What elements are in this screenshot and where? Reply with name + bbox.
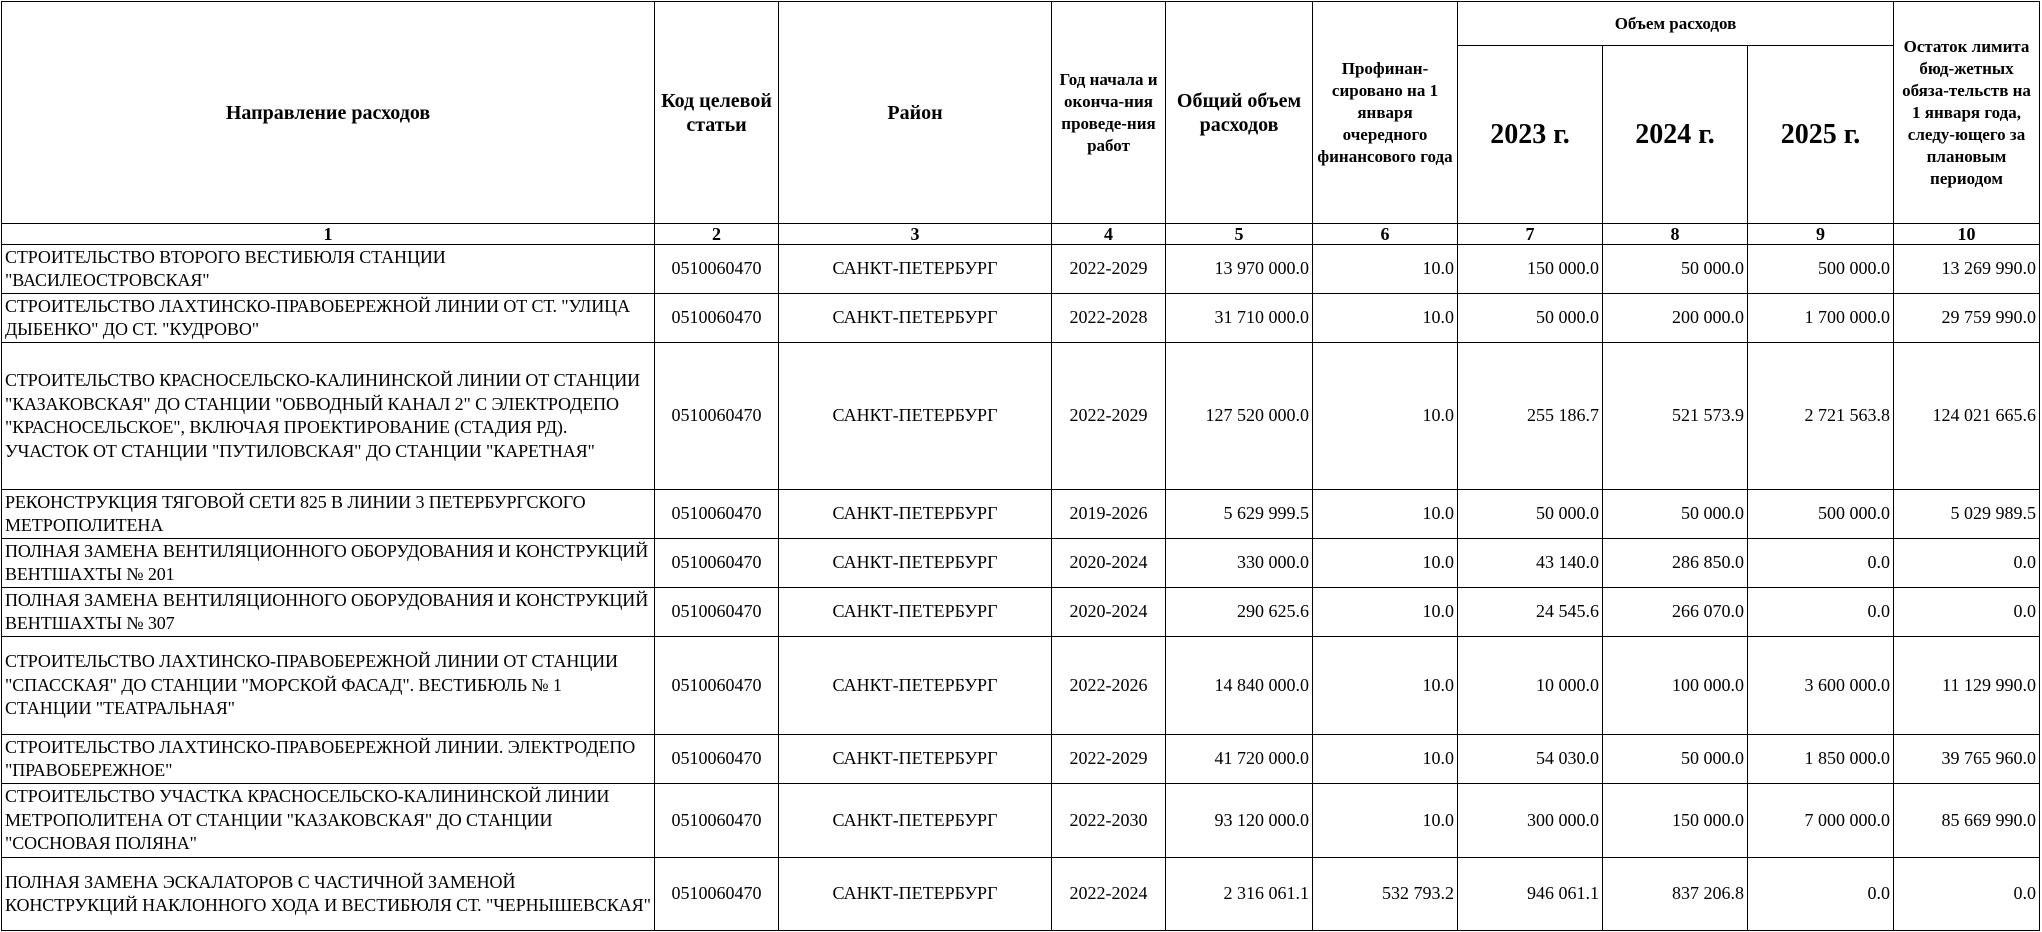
cell-total: 2 316 061.1 [1166, 858, 1313, 931]
cell-code: 0510060470 [655, 343, 779, 490]
cell-region: САНКТ-ПЕТЕРБУРГ [779, 588, 1052, 637]
cell-region: САНКТ-ПЕТЕРБУРГ [779, 294, 1052, 343]
table-row [2, 588, 2040, 637]
header-volume: Объем расходов [1458, 2, 1894, 46]
cell-2024: 150 000.0 [1603, 784, 1748, 858]
header-remainder: Остаток лимита бюд-жетных обяза-тельств на 1 января года, следу-ющего за плановым периодом [1894, 2, 2040, 224]
cell-prefinanced: 10.0 [1313, 588, 1458, 637]
cell-2025: 0.0 [1748, 858, 1894, 931]
table-row [2, 637, 2040, 735]
cell-code: 0510060470 [655, 539, 779, 588]
cell-2024: 50 000.0 [1603, 490, 1748, 539]
cell-years: 2022-2028 [1052, 294, 1166, 343]
column-number: 5 [1166, 224, 1313, 245]
header-direction: Направление расходов [2, 2, 655, 224]
cell-2024: 286 850.0 [1603, 539, 1748, 588]
cell-remainder: 0.0 [1894, 588, 2040, 637]
column-number: 4 [1052, 224, 1166, 245]
cell-years: 2022-2029 [1052, 343, 1166, 490]
cell-remainder: 5 029 989.5 [1894, 490, 2040, 539]
cell-direction: СТРОИТЕЛЬСТВО ВТОРОГО ВЕСТИБЮЛЯ СТАНЦИИ "ВАСИЛЕОСТРОВСКАЯ" [2, 245, 655, 294]
cell-2025: 0.0 [1748, 588, 1894, 637]
cell-2023: 300 000.0 [1458, 784, 1603, 858]
cell-2024: 50 000.0 [1603, 735, 1748, 784]
cell-total: 14 840 000.0 [1166, 637, 1313, 735]
cell-region: САНКТ-ПЕТЕРБУРГ [779, 343, 1052, 490]
cell-prefinanced: 10.0 [1313, 637, 1458, 735]
cell-region: САНКТ-ПЕТЕРБУРГ [779, 245, 1052, 294]
cell-prefinanced: 10.0 [1313, 539, 1458, 588]
cell-direction: ПОЛНАЯ ЗАМЕНА ЭСКАЛАТОРОВ С ЧАСТИЧНОЙ ЗАМЕНОЙ КОНСТРУКЦИЙ НАКЛОННОГО ХОДА И ВЕСТИБЮЛЯ СТ. "ЧЕРНЫШЕВСКАЯ" [2, 858, 655, 931]
cell-code: 0510060470 [655, 637, 779, 735]
cell-years: 2022-2029 [1052, 245, 1166, 294]
cell-code: 0510060470 [655, 858, 779, 931]
cell-2025: 1 700 000.0 [1748, 294, 1894, 343]
cell-prefinanced: 10.0 [1313, 490, 1458, 539]
cell-region: САНКТ-ПЕТЕРБУРГ [779, 784, 1052, 858]
header-region: Район [779, 2, 1052, 224]
column-number: 3 [779, 224, 1052, 245]
cell-prefinanced: 10.0 [1313, 735, 1458, 784]
cell-2024: 50 000.0 [1603, 245, 1748, 294]
header-row-top [2, 2, 2040, 46]
cell-region: САНКТ-ПЕТЕРБУРГ [779, 858, 1052, 931]
cell-years: 2020-2024 [1052, 539, 1166, 588]
cell-2023: 24 545.6 [1458, 588, 1603, 637]
cell-years: 2022-2030 [1052, 784, 1166, 858]
header-number-row [2, 224, 2040, 245]
cell-years: 2022-2026 [1052, 637, 1166, 735]
cell-total: 5 629 999.5 [1166, 490, 1313, 539]
cell-total: 93 120 000.0 [1166, 784, 1313, 858]
cell-region: САНКТ-ПЕТЕРБУРГ [779, 637, 1052, 735]
header-years: Год начала и оконча-ния проведе-ния работ [1052, 2, 1166, 224]
cell-region: САНКТ-ПЕТЕРБУРГ [779, 539, 1052, 588]
cell-code: 0510060470 [655, 784, 779, 858]
cell-2024: 266 070.0 [1603, 588, 1748, 637]
cell-2024: 837 206.8 [1603, 858, 1748, 931]
cell-direction: РЕКОНСТРУКЦИЯ ТЯГОВОЙ СЕТИ 825 В ЛИНИИ 3 ПЕТЕРБУРГСКОГО МЕТРОПОЛИТЕНА [2, 490, 655, 539]
table-row [2, 784, 2040, 858]
cell-total: 290 625.6 [1166, 588, 1313, 637]
cell-2023: 150 000.0 [1458, 245, 1603, 294]
header-code: Код целевой статьи [655, 2, 779, 224]
cell-direction: СТРОИТЕЛЬСТВО ЛАХТИНСКО-ПРАВОБЕРЕЖНОЙ ЛИНИИ. ЭЛЕКТРОДЕПО "ПРАВОБЕРЕЖНОЕ" [2, 735, 655, 784]
cell-2023: 50 000.0 [1458, 294, 1603, 343]
header-year-2023: 2023 г. [1458, 46, 1603, 224]
table-row [2, 490, 2040, 539]
cell-remainder: 0.0 [1894, 539, 2040, 588]
cell-2024: 200 000.0 [1603, 294, 1748, 343]
cell-code: 0510060470 [655, 490, 779, 539]
cell-2025: 2 721 563.8 [1748, 343, 1894, 490]
cell-region: САНКТ-ПЕТЕРБУРГ [779, 490, 1052, 539]
cell-code: 0510060470 [655, 245, 779, 294]
cell-remainder: 124 021 665.6 [1894, 343, 2040, 490]
cell-code: 0510060470 [655, 735, 779, 784]
cell-total: 13 970 000.0 [1166, 245, 1313, 294]
column-number: 8 [1603, 224, 1748, 245]
cell-remainder: 0.0 [1894, 858, 2040, 931]
cell-prefinanced: 10.0 [1313, 294, 1458, 343]
cell-total: 127 520 000.0 [1166, 343, 1313, 490]
cell-2023: 50 000.0 [1458, 490, 1603, 539]
column-number: 6 [1313, 224, 1458, 245]
cell-direction: СТРОИТЕЛЬСТВО ЛАХТИНСКО-ПРАВОБЕРЕЖНОЙ ЛИНИИ ОТ СТ. "УЛИЦА ДЫБЕНКО" ДО СТ. "КУДРОВО" [2, 294, 655, 343]
cell-2024: 521 573.9 [1603, 343, 1748, 490]
cell-total: 41 720 000.0 [1166, 735, 1313, 784]
cell-prefinanced: 532 793.2 [1313, 858, 1458, 931]
header-year-2024: 2024 г. [1603, 46, 1748, 224]
cell-total: 330 000.0 [1166, 539, 1313, 588]
table-row [2, 539, 2040, 588]
cell-years: 2022-2029 [1052, 735, 1166, 784]
column-number: 7 [1458, 224, 1603, 245]
cell-2024: 100 000.0 [1603, 637, 1748, 735]
cell-prefinanced: 10.0 [1313, 784, 1458, 858]
cell-2025: 0.0 [1748, 539, 1894, 588]
header-year-2025: 2025 г. [1748, 46, 1894, 224]
cell-2023: 43 140.0 [1458, 539, 1603, 588]
cell-direction: ПОЛНАЯ ЗАМЕНА ВЕНТИЛЯЦИОННОГО ОБОРУДОВАНИЯ И КОНСТРУКЦИЙ ВЕНТШАХТЫ № 201 [2, 539, 655, 588]
cell-code: 0510060470 [655, 588, 779, 637]
header-prefinanced: Профинан-сировано на 1 января очередного финансового года [1313, 2, 1458, 224]
header-total: Общий объем расходов [1166, 2, 1313, 224]
cell-remainder: 13 269 990.0 [1894, 245, 2040, 294]
column-number: 9 [1748, 224, 1894, 245]
table-row [2, 858, 2040, 931]
cell-2025: 1 850 000.0 [1748, 735, 1894, 784]
cell-2025: 500 000.0 [1748, 245, 1894, 294]
column-number: 2 [655, 224, 779, 245]
cell-2025: 7 000 000.0 [1748, 784, 1894, 858]
cell-remainder: 85 669 990.0 [1894, 784, 2040, 858]
table-row [2, 735, 2040, 784]
table-row [2, 245, 2040, 294]
budget-table [1, 1, 2040, 931]
cell-direction: СТРОИТЕЛЬСТВО УЧАСТКА КРАСНОСЕЛЬСКО-КАЛИНИНСКОЙ ЛИНИИ МЕТРОПОЛИТЕНА ОТ СТАНЦИИ "КАЗАКОВСКАЯ" ДО СТАНЦИИ "СОСНОВАЯ ПОЛЯНА" [2, 784, 655, 858]
table-row [2, 343, 2040, 490]
cell-direction: ПОЛНАЯ ЗАМЕНА ВЕНТИЛЯЦИОННОГО ОБОРУДОВАНИЯ И КОНСТРУКЦИЙ ВЕНТШАХТЫ № 307 [2, 588, 655, 637]
cell-total: 31 710 000.0 [1166, 294, 1313, 343]
cell-direction: СТРОИТЕЛЬСТВО КРАСНОСЕЛЬСКО-КАЛИНИНСКОЙ ЛИНИИ ОТ СТАНЦИИ "КАЗАКОВСКАЯ" ДО СТАНЦИИ "ОБВОДНЫЙ КАНАЛ 2" С ЭЛЕКТРОДЕПО "КРАСНОСЕЛЬСКОЕ", ВКЛЮЧАЯ ПРОЕКТИРОВАНИЕ (СТАДИЯ РД). УЧАСТОК ОТ СТАНЦИИ "ПУТИЛОВСКАЯ" ДО СТАНЦИИ "КАРЕТНАЯ" [2, 343, 655, 490]
cell-years: 2022-2024 [1052, 858, 1166, 931]
cell-years: 2019-2026 [1052, 490, 1166, 539]
column-number: 1 [2, 224, 655, 245]
cell-2023: 255 186.7 [1458, 343, 1603, 490]
cell-remainder: 29 759 990.0 [1894, 294, 2040, 343]
cell-direction: СТРОИТЕЛЬСТВО ЛАХТИНСКО-ПРАВОБЕРЕЖНОЙ ЛИНИИ ОТ СТАНЦИИ "СПАССКАЯ" ДО СТАНЦИИ "МОРСКОЙ ФАСАД". ВЕСТИБЮЛЬ № 1 СТАНЦИИ "ТЕАТРАЛЬНАЯ" [2, 637, 655, 735]
cell-remainder: 39 765 960.0 [1894, 735, 2040, 784]
cell-code: 0510060470 [655, 294, 779, 343]
cell-prefinanced: 10.0 [1313, 245, 1458, 294]
cell-region: САНКТ-ПЕТЕРБУРГ [779, 735, 1052, 784]
cell-2023: 10 000.0 [1458, 637, 1603, 735]
cell-years: 2020-2024 [1052, 588, 1166, 637]
column-number: 10 [1894, 224, 2040, 245]
cell-2025: 3 600 000.0 [1748, 637, 1894, 735]
table-row [2, 294, 2040, 343]
cell-2023: 946 061.1 [1458, 858, 1603, 931]
cell-prefinanced: 10.0 [1313, 343, 1458, 490]
cell-2023: 54 030.0 [1458, 735, 1603, 784]
cell-remainder: 11 129 990.0 [1894, 637, 2040, 735]
cell-2025: 500 000.0 [1748, 490, 1894, 539]
